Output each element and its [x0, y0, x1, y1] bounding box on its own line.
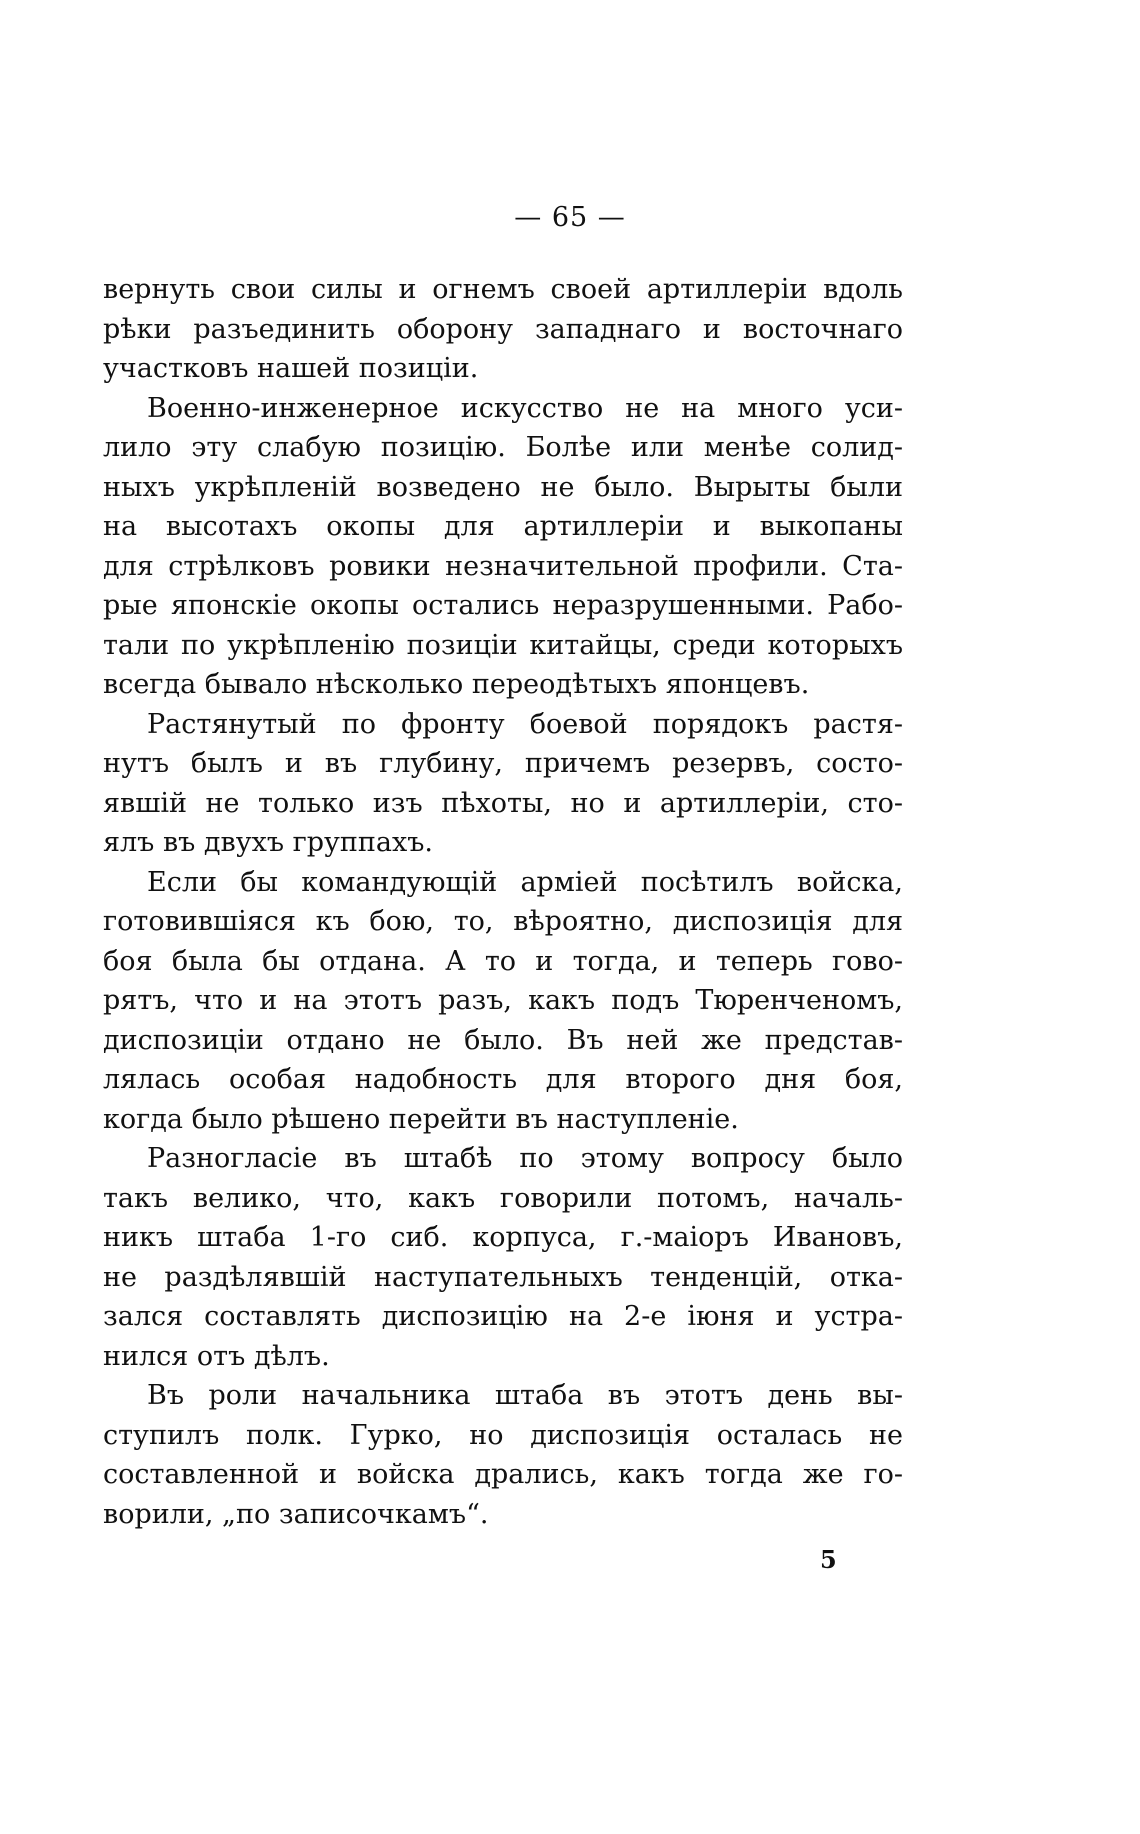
text-line: явшій не только изъ пѣхоты, но и артиллеріи, сто-	[103, 787, 903, 819]
text-line: рѣки разъединить оборону западнаго и восточнаго	[103, 313, 903, 345]
paragraph	[103, 705, 903, 863]
paragraph	[103, 1139, 903, 1376]
text-line: нился отъ дѣлъ.	[103, 1340, 330, 1372]
text-line: ступилъ полк. Гурко, но диспозиція осталась не	[103, 1419, 903, 1451]
text-line: Военно-инженерное искусство не на много уси-	[147, 392, 903, 424]
text-line: зался составлять диспозицію на 2-е іюня и устра-	[103, 1301, 903, 1332]
text-line: когда было рѣшено перейти въ наступленіе.	[103, 1103, 739, 1135]
text-line: готовившіяся къ бою, то, вѣроятно, диспозиція для	[103, 906, 903, 937]
paragraph	[103, 389, 903, 705]
page-number: — 65 —	[514, 202, 626, 233]
paragraph	[103, 1376, 903, 1534]
text-line: лило эту слабую позицію. Болѣе или менѣе солид-	[103, 432, 903, 463]
text-line: Въ роли начальника штаба въ этотъ день вы-	[147, 1380, 903, 1411]
text-line: рятъ, что и на этотъ разъ, какъ подъ Тюренченомъ,	[103, 985, 903, 1016]
paragraph	[103, 270, 903, 389]
text-line: на высотахъ окопы для артиллеріи и выкопаны	[103, 511, 903, 542]
text-line: никъ штаба 1-го сиб. корпуса, г.-маіоръ Ивановъ,	[103, 1222, 903, 1253]
text-line: не раздѣлявшій наступательныхъ тенденцій, отка-	[103, 1261, 903, 1293]
text-line: Разногласіе въ штабѣ по этому вопросу было	[147, 1143, 903, 1174]
text-line: для стрѣлковъ ровики незначительной профили. Ста-	[103, 550, 903, 582]
text-line: ныхъ укрѣпленій возведено не было. Вырыты были	[103, 471, 903, 503]
text-line: тали по укрѣпленію позиціи китайцы, среди которыхъ	[103, 629, 903, 661]
text-line: Растянутый по фронту боевой порядокъ растя-	[147, 708, 903, 740]
text-line: рые японскіе окопы остались неразрушенными. Рабо-	[103, 590, 903, 621]
text-line: нутъ былъ и въ глубину, причемъ резервъ, состо-	[103, 748, 903, 779]
text-line: всегда бывало нѣсколько переодѣтыхъ японцевъ.	[103, 669, 810, 700]
text-line: боя была бы отдана. А то и тогда, и теперь гово-	[103, 945, 903, 977]
text-line: ворили, „по записочкамъ“.	[103, 1498, 489, 1530]
text-line: диспозиціи отдано не было. Въ ней же представ-	[103, 1024, 903, 1056]
text-line: ялъ въ двухъ группахъ.	[103, 827, 433, 858]
text-line: Если бы командующій арміей посѣтилъ войска,	[147, 866, 903, 898]
signature-mark: 5	[820, 1545, 837, 1574]
text-line: участковъ нашей позиціи.	[103, 353, 479, 384]
text-line: такъ велико, что, какъ говорили потомъ, началь-	[103, 1182, 903, 1214]
text-line: вернуть свои силы и огнемъ своей артиллеріи вдоль	[103, 274, 903, 305]
text-line: лялась особая надобность для второго дня боя,	[103, 1064, 903, 1095]
paragraph	[103, 863, 903, 1140]
text-line: составленной и войска дрались, какъ тогда же го-	[103, 1459, 903, 1490]
body-text	[103, 270, 903, 1534]
